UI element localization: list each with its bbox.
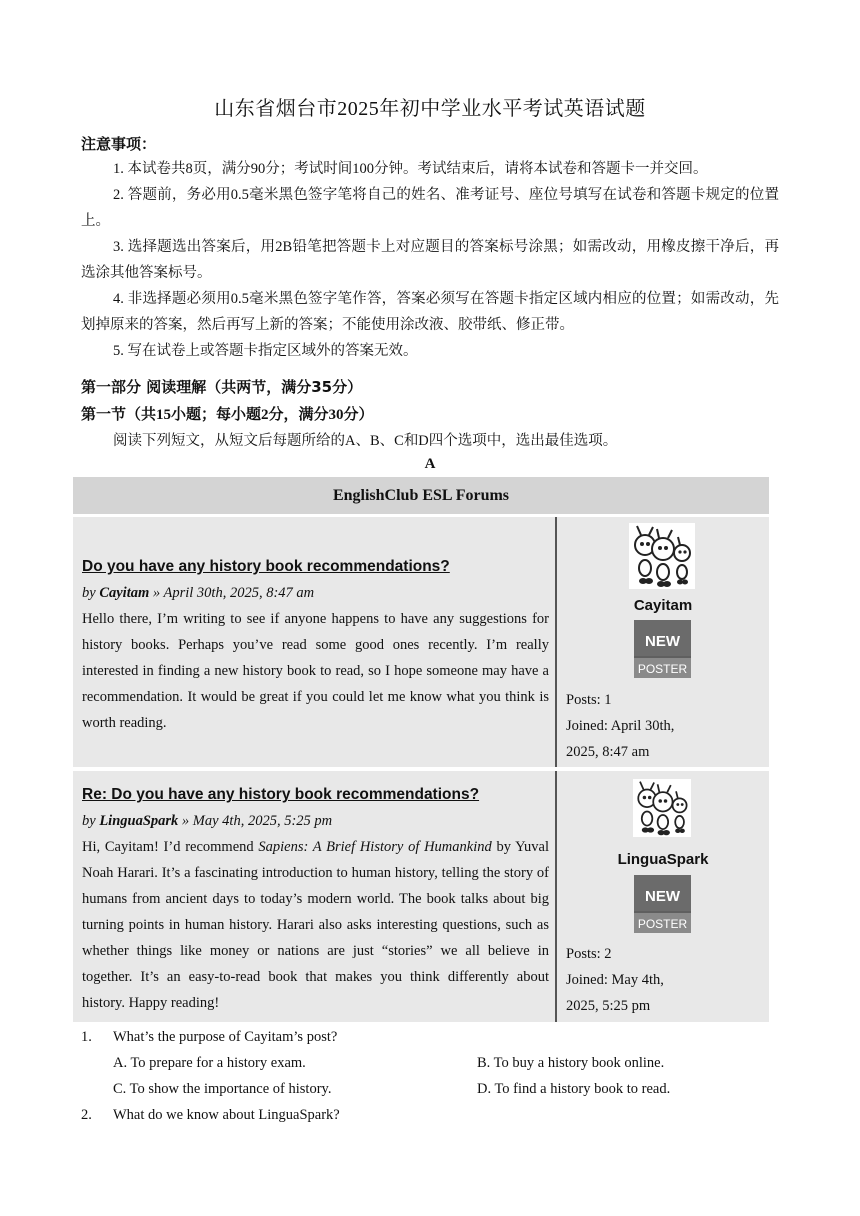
answer-option[interactable]: B. To buy a history book online. — [477, 1055, 665, 1071]
joined-date: 2025, 8:47 am — [566, 744, 650, 760]
username[interactable]: LinguaSpark — [617, 851, 709, 868]
post-byline — [82, 585, 314, 602]
post-byline — [82, 813, 332, 830]
answer-option[interactable]: C. To show the importance of history. — [113, 1081, 332, 1097]
post-author[interactable]: Cayitam — [99, 585, 150, 601]
passage-letter: A — [424, 456, 436, 472]
notice-item-text: 4. 非选择题必须用0.5毫米黑色签字笔作答，答案必须写在答题卡指定区域内相应的位置；如需改动，先划掉原来的答案，然后再写上新的答案；不能使用涂改液、胶带纸、修正带。 — [81, 291, 779, 333]
byline-prefix: by — [82, 585, 100, 601]
notice-heading: 注意事项： — [81, 135, 157, 153]
post-title[interactable]: Re: Do you have any history book recommendations? — [82, 786, 480, 803]
exam-title: 山东省烟台市2025年初中学业水平考试英语试题 — [214, 98, 646, 120]
post-body — [82, 834, 549, 1016]
new-poster-badge-icon — [634, 875, 691, 933]
badge-bottom-text: POSTER — [637, 662, 688, 676]
notice-item — [81, 234, 779, 286]
notice-item — [81, 156, 779, 182]
post-content — [73, 517, 555, 767]
forum-post — [73, 771, 769, 1022]
post-author[interactable]: LinguaSpark — [99, 813, 179, 829]
avatar-icon[interactable] — [629, 523, 695, 589]
question-text: What do we know about LinguaSpark? — [113, 1107, 340, 1123]
post-date: » May 4th, 2025, 5:25 pm — [178, 813, 333, 829]
post-title[interactable]: Do you have any history book recommendations? — [82, 558, 450, 575]
section-heading: 第一节（共15小题；每小题2分，满分30分） — [81, 407, 374, 423]
post-count: Posts: 1 — [566, 692, 612, 708]
answer-option[interactable]: D. To find a history book to read. — [477, 1081, 671, 1097]
joined-date: Joined: May 4th, — [566, 972, 664, 988]
notice-item — [81, 182, 779, 234]
post-body-text: by Yuval Noah Harari. It’s a fascinating introduction to human history, telling the story of humans from ancient days to today’s modern world. The book talks about big turning points in human history. Harari also asks interesting questions, such as whether things like money or nations are just “stories” we all believe in together. It’s an easy-to-read book that makes you think differently about history. Happy reading! — [82, 839, 550, 1011]
post-body-text: Hi, Cayitam! I’d recommend — [82, 839, 259, 855]
forum-post — [73, 517, 769, 767]
book-title: Sapiens: A Brief History of Humankind — [258, 839, 492, 855]
post-date: » April 30th, 2025, 8:47 am — [149, 585, 315, 601]
badge-bottom-text: POSTER — [637, 917, 688, 931]
user-panel — [557, 517, 769, 767]
notice-item-text: 2. 答题前，务必用0.5毫米黑色签字笔将自己的姓名、准考证号、座位号填写在试卷和答题卡规定的位置上。 — [81, 187, 779, 229]
question-number: 1. — [81, 1029, 92, 1045]
badge-top-text: NEW — [645, 633, 680, 650]
joined-date: Joined: April 30th, — [566, 718, 675, 734]
post-body: Hello there, I’m writing to see if anyone happens to have any suggestions for history books. Perhaps you’ve read some good ones recently. I’m really interested in finding a new history book to read, so I hope someone may have a recommendation. It would be great if you could let me know what you think is worth reading. — [82, 611, 549, 731]
byline-prefix: by — [82, 813, 100, 829]
question-text: What’s the purpose of Cayitam’s post? — [113, 1029, 338, 1045]
notice-item — [81, 338, 779, 364]
new-poster-badge-icon — [634, 620, 691, 678]
instruction-text: 阅读下列短文，从短文后每题所给的A、B、C和D四个选项中，选出最佳选项。 — [113, 433, 618, 449]
question-number: 2. — [81, 1107, 92, 1123]
badge-top-text: NEW — [645, 888, 680, 905]
notice-item-text: 5. 写在试卷上或答题卡指定区域外的答案无效。 — [113, 343, 418, 359]
part-heading: 第一部分 阅读理解（共两节，满分35分） — [81, 378, 363, 396]
user-panel — [557, 771, 769, 1022]
joined-date: 2025, 5:25 pm — [566, 998, 651, 1014]
forum-header: EnglishClub ESL Forums — [73, 477, 769, 514]
notice-item-text: 3. 选择题选出答案后，用2B铅笔把答题卡上对应题目的答案标号涂黑；如需改动，用橡皮擦干净后，再选涂其他答案标号。 — [81, 239, 779, 281]
post-count: Posts: 2 — [566, 946, 612, 962]
answer-option[interactable]: A. To prepare for a history exam. — [113, 1055, 306, 1071]
notice-item-text: 1. 本试卷共8页，满分90分；考试时间100分钟。考试结束后，请将本试卷和答题卡一并交回。 — [113, 161, 708, 177]
post-content — [73, 771, 555, 1022]
avatar-icon[interactable] — [633, 779, 691, 837]
username[interactable]: Cayitam — [633, 597, 693, 614]
notice-item — [81, 286, 779, 338]
